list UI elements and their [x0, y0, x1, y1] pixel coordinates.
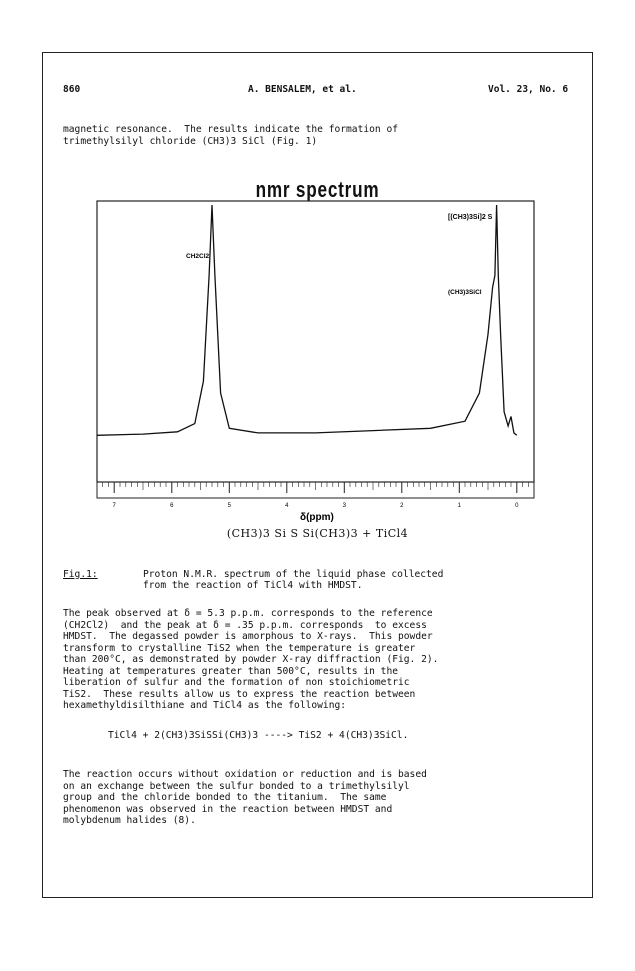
body-line-8: TiS2. These results allow us to express the reaction between: [63, 688, 416, 700]
body-line-5: than 200°C, as demonstrated by powder X-ray diffraction (Fig. 2).: [63, 654, 439, 665]
x-tick-label: 2: [400, 503, 404, 509]
x-tick-label: 5: [227, 503, 231, 509]
peak-label-hmdst: [(CH3)3Si]2 S: [448, 214, 493, 221]
peak-label-ch2cl2: CH2Cl2: [186, 253, 210, 260]
intro-line-2: trimethylsilyl chloride (CH3)3 SiCl (Fig. 1): [63, 135, 318, 147]
caption-line-1: Proton N.M.R. spectrum of the liquid phase collected: [143, 569, 444, 580]
body-line-7: liberation of sulfur and the formation of non stoichiometric: [63, 677, 410, 688]
body-line-2: (CH2Cl2) and the peak at δ = .35 p.p.m. corresponds to excess: [63, 619, 427, 631]
x-tick-label: 7: [112, 503, 116, 509]
final-line-4: phenomenon was observed in the reaction between HMDST and: [63, 803, 393, 815]
running-authors: A. BENSALEM, et al.: [248, 84, 357, 95]
x-tick-label: 1: [457, 503, 461, 509]
body-line-3: HMDST. The degassed powder is amorphous to X-rays. This powder: [63, 631, 433, 642]
body-line-1: The peak observed at δ = 5.3 p.p.m. corresponds to the reference: [63, 608, 433, 619]
x-tick-label: 4: [285, 503, 289, 509]
final-line-2: on an exchange between the sulfur bonded to a trimethylsilyl: [63, 780, 410, 792]
body-line-9: hexamethyldisilthiane and TiCl4 as the following:: [63, 700, 347, 711]
x-axis-label: δ(ppm): [300, 512, 334, 523]
reaction-scheme: (CH3)3 Si S Si(CH3)3 + TiCl4: [226, 527, 409, 540]
x-tick-label: 6: [170, 503, 174, 509]
volume-info: Vol. 23, No. 6: [488, 84, 569, 95]
caption-label: Fig.1:: [63, 569, 98, 580]
page-number: 860: [63, 84, 81, 95]
final-line-3: group and the chloride bonded to the titanium. The same: [63, 792, 387, 803]
peak-label-tmscl: (CH3)3SiCl: [448, 289, 482, 296]
final-line-1: The reaction occurs without oxidation or reduction and is based: [63, 769, 427, 780]
reaction-equation: TiCl4 + 2(CH3)3SiSSi(CH3)3 ----> TiS2 + 4(CH3)3SiCl.: [108, 730, 409, 741]
caption-text: [143, 569, 443, 592]
intro-line-1: magnetic resonance. The results indicate the formation of: [63, 124, 399, 135]
final-line-5: molybdenum halides (8).: [63, 815, 196, 826]
x-tick-label: 3: [342, 503, 346, 509]
body-line-6: Heating at temperatures greater than 500°C, results in the: [63, 665, 399, 677]
body-line-4: transform to crystalline TiS2 when the temperature is greater: [63, 642, 416, 654]
caption-line-2: from the reaction of TiCl4 with HMDST.: [143, 580, 363, 592]
figure-title: nmr spectrum: [255, 177, 380, 202]
x-tick-label: 0: [515, 503, 519, 509]
